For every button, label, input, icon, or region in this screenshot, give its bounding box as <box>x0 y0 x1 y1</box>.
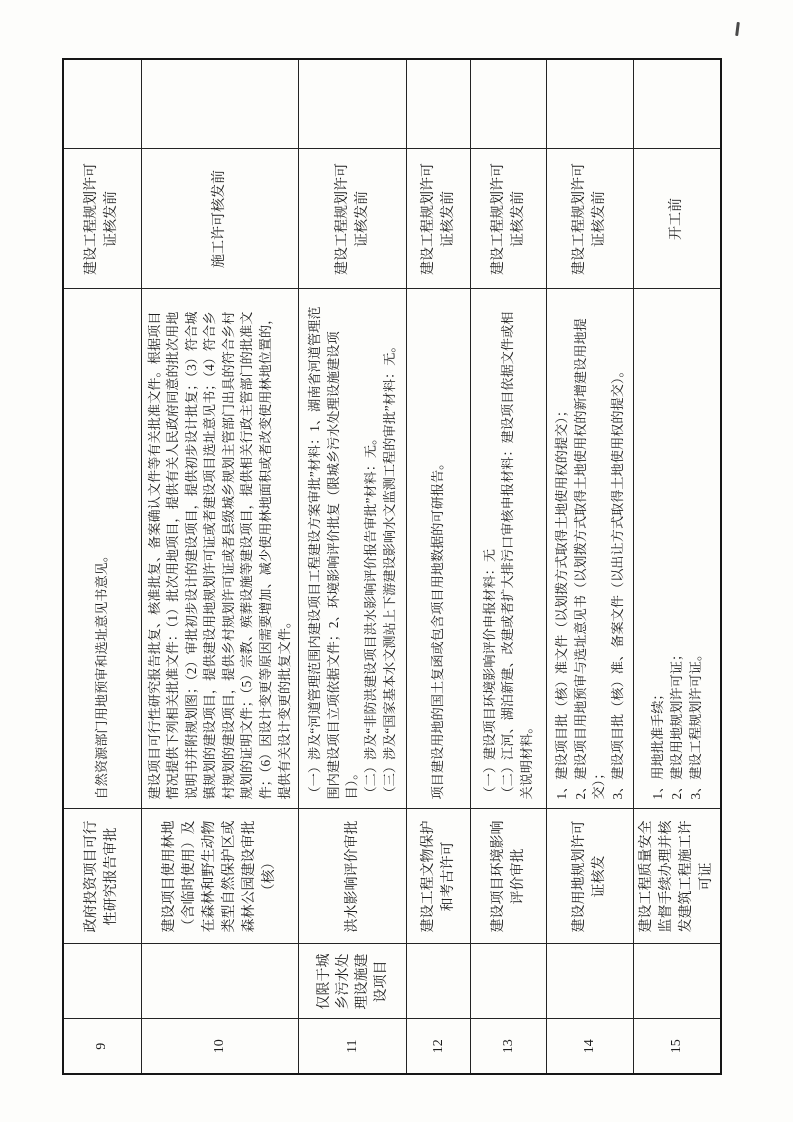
cell-deadline-text: 开工前 <box>669 198 685 240</box>
cell-row-number-text: 11 <box>344 1039 360 1053</box>
cell-row-number-text: 14 <box>582 1039 598 1054</box>
cell-materials <box>141 289 299 809</box>
cell-item-name-text: 建设工程文物保护和考古许可 <box>420 820 456 933</box>
cell-item-name <box>299 809 407 944</box>
cell-row-number-text: 9 <box>94 1042 110 1050</box>
table-row <box>299 59 407 1074</box>
material-paragraph: （二）江河、湖泊新建、改建或者扩大排污口审核申报材料：建设项目依据文件或相关说明材料。 <box>500 311 535 800</box>
cell-remark <box>471 59 547 149</box>
cell-materials <box>547 289 634 809</box>
cell-scope-note <box>141 944 299 1019</box>
cell-item-name-text: 洪水影响评价审批 <box>344 820 360 933</box>
cell-remark <box>63 59 141 149</box>
cell-item-name-text: 建设项目环境影响评价审批 <box>490 820 526 933</box>
cell-row-number-text: 10 <box>211 1039 227 1054</box>
cell-materials <box>634 289 722 809</box>
material-paragraph: 3、建设工程规划许可证。 <box>687 647 703 800</box>
cell-row-number <box>63 1019 141 1074</box>
material-paragraph: 建设项目可行性研究报告批复、核准批复、备案确认文件等有关批准文件。根据项目情况提供下列相关批准文件：（1）批次用地项目，提供有关人民政府同意的批次用地说明书并附规划图；（2）审批初步设计的建设项目，提供初步设计批复；（3）符合城镇规划的建设项目，提供建设用地规划许可证或者建设项目选址意见书；（4）符合乡村规划的建设项目，提供乡村规划许可证或者县级城乡规划主管部门出具的符合乡村规划的证明文件；（5）宗教、殡葬设施等建设项目，提供相关行政主管部门的批准文件；（6）因设计变更等原因需要增加、减少使用林地面积或者改变使用林地位置的，提供有关设计变更的批复文件。 <box>146 311 292 800</box>
cell-row-number-text: 13 <box>500 1039 516 1054</box>
cell-deadline <box>141 149 299 289</box>
cell-scope-note <box>634 944 722 1019</box>
cell-remark <box>634 59 722 149</box>
cell-item-name <box>141 809 299 944</box>
cell-item-name <box>634 809 722 944</box>
cell-item-name <box>407 809 471 944</box>
material-paragraph: 项目建设用地的国土复函或包含项目用地数据的可研报告。 <box>430 456 446 800</box>
cell-deadline-text: 建设工程规划许可证核发前 <box>84 163 120 275</box>
cell-item-name <box>547 809 634 944</box>
material-paragraph: 3、建设项目批（核）准、备案文件（以出让方式取得土地使用权的提交）。 <box>609 364 625 800</box>
material-paragraph: 1、建设项目批（核）准文件（以划拨方式取得土地使用权的提交）； <box>554 403 570 800</box>
material-paragraph: （一）建设项目环境影响评价申报材料：无 <box>481 548 497 800</box>
table-row <box>634 59 722 1074</box>
table-row <box>471 59 547 1074</box>
cell-item-name <box>471 809 547 944</box>
cell-materials <box>299 289 407 809</box>
cell-materials <box>471 289 547 809</box>
cell-remark <box>407 59 471 149</box>
cell-deadline <box>299 149 407 289</box>
cell-deadline <box>547 149 634 289</box>
table-row <box>141 59 299 1074</box>
cell-scope-note <box>299 944 407 1019</box>
cell-scope-note <box>63 944 141 1019</box>
scan-artifact-mark <box>735 22 740 36</box>
cell-item-name-text: 建设项目使用林地（含临时使用）及在森林和野生动物类型自然保护区或森林公园建设审批（核） <box>161 820 277 933</box>
material-paragraph: 2、建设项目用地预审与选址意见书（以划拨方式取得土地使用权的新增建设用地提交）； <box>572 318 607 800</box>
cell-row-number-text: 15 <box>669 1039 685 1054</box>
material-paragraph: （三）涉及“国家基本水文测站上下游建设影响水文监测工程的审批”材料：无。 <box>381 339 397 800</box>
table-row <box>407 59 471 1074</box>
cell-materials <box>63 289 141 809</box>
cell-row-number <box>141 1019 299 1074</box>
cell-remark <box>547 59 634 149</box>
cell-deadline-text: 施工许可核发前 <box>211 170 227 268</box>
material-paragraph: 2、建设用地规划许可证； <box>668 647 684 800</box>
cell-row-number <box>471 1019 547 1074</box>
table-row <box>547 59 634 1074</box>
cell-row-number <box>634 1019 722 1074</box>
cell-deadline <box>634 149 722 289</box>
cell-deadline-text: 建设工程规划许可证核发前 <box>420 163 456 275</box>
cell-scope-note <box>407 944 471 1019</box>
cell-row-number-text: 12 <box>430 1039 446 1054</box>
table-row <box>63 59 141 1074</box>
cell-remark <box>299 59 407 149</box>
cell-scope-note <box>547 944 634 1019</box>
cell-scope-note <box>471 944 547 1019</box>
cell-item-name-text: 建设工程质量安全监督手续办理并核发建筑工程施工许可证 <box>639 820 715 933</box>
cell-deadline-text: 建设工程规划许可证核发前 <box>572 163 608 275</box>
cell-remark <box>141 59 299 149</box>
cell-deadline <box>407 149 471 289</box>
cell-row-number <box>299 1019 407 1074</box>
cell-row-number <box>407 1019 471 1074</box>
table-body <box>63 59 721 1074</box>
cell-deadline <box>63 149 141 289</box>
cell-deadline-text: 建设工程规划许可证核发前 <box>490 163 526 275</box>
cell-item-name-text: 政府投资项目可行性研究报告审批 <box>84 820 120 933</box>
cell-deadline-text: 建设工程规划许可证核发前 <box>334 163 370 275</box>
cell-item-name <box>63 809 141 944</box>
material-paragraph: 1、用地批准手续； <box>650 687 666 800</box>
cell-materials <box>407 289 471 809</box>
rotated-table-container <box>62 60 715 1075</box>
material-paragraph: 自然资源部门用地预审和选址意见书意见。 <box>93 548 109 800</box>
cell-row-number <box>547 1019 634 1074</box>
approval-items-table <box>62 58 722 1075</box>
cell-item-name-text: 建设用地规划许可证核发 <box>572 820 608 933</box>
cell-scope-note-text: 仅限于城乡污水处理设施建设项目 <box>316 953 389 1010</box>
material-paragraph: （一）涉及“河道管理范围内建设项目工程建设方案审批”材料：1、湖南省河道管理范围内建设项目立项依据文件；2、环境影响评价批复（限城乡污水处理设施建设项目）。 <box>307 306 360 800</box>
material-paragraph: （二）涉及“非防洪建设项目洪水影响评价报告审批”材料：无。 <box>363 431 379 800</box>
cell-deadline <box>471 149 547 289</box>
